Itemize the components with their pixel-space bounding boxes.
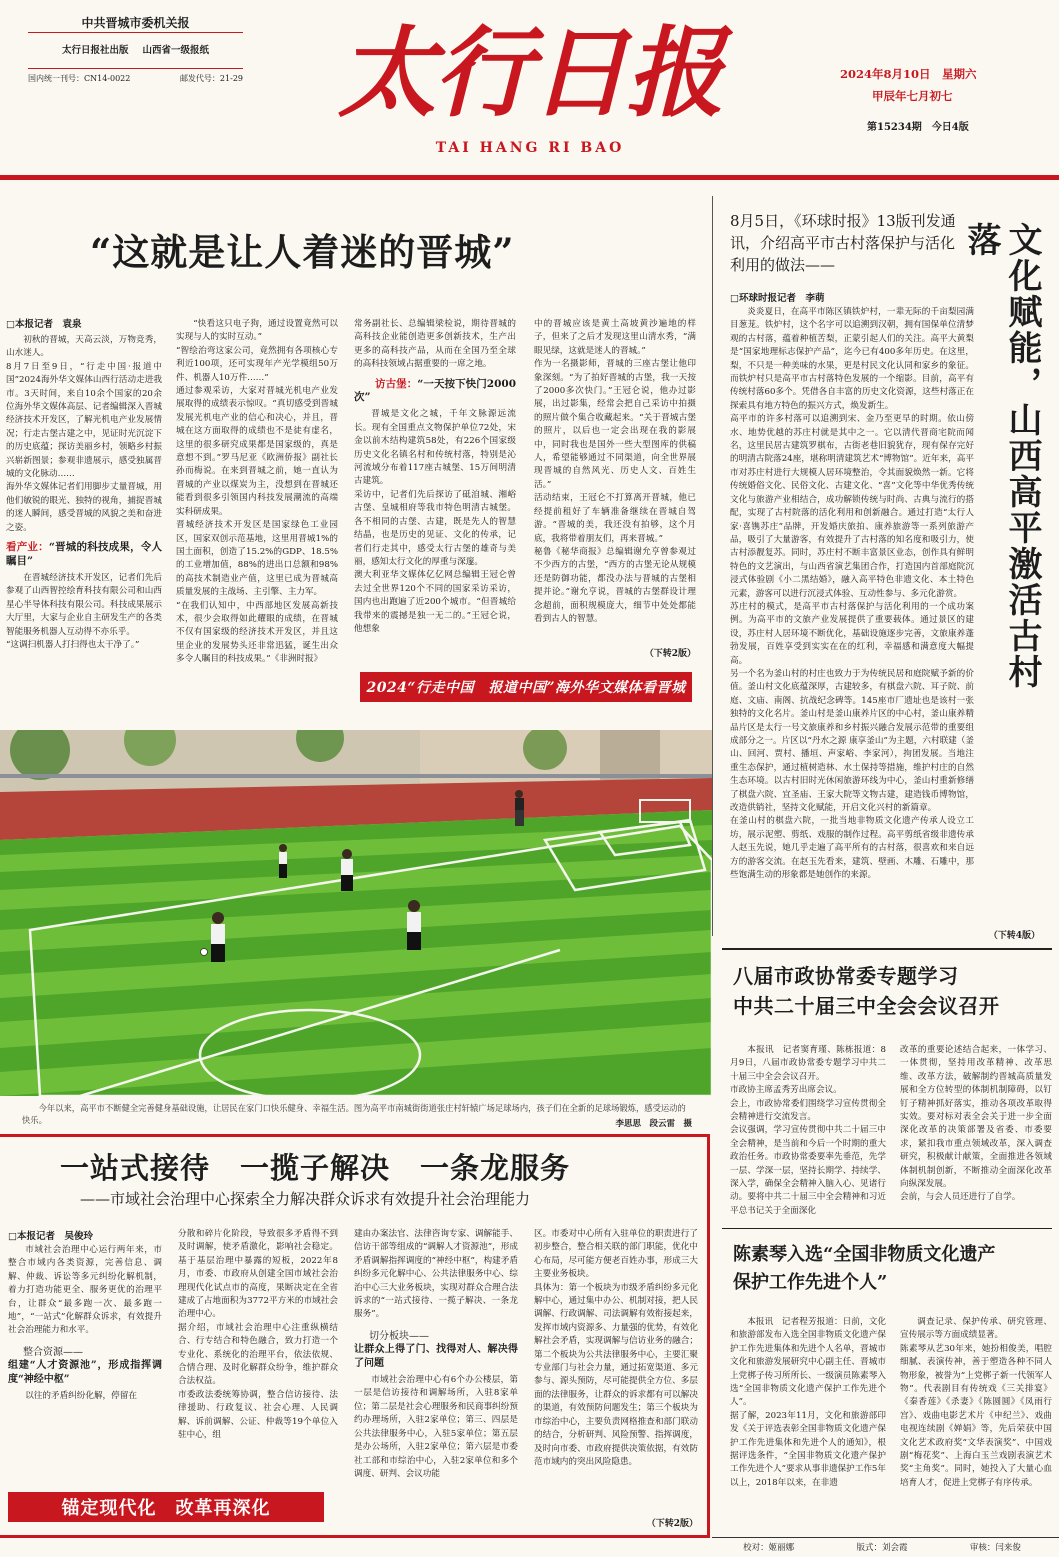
masthead-codes	[28, 68, 243, 84]
right-continued: （下转4版）	[988, 931, 1040, 941]
player	[515, 790, 524, 826]
governance-sub-2-pre: 切分板块——	[369, 1330, 429, 1342]
governance-col-3-text-a: 建由办案法官、法律咨询专家、调解能手、信访干部等组成的“调解人才资源池”，形成矛盾调解指挥调度的“神经中枢”，构建矛盾纠纷多元化解中心、公共法律服务中心、综治中心三大业务板块，实现对群众合理合法诉求的“一站式接待、一揽子解决、一条龙服务”。	[354, 1229, 518, 1320]
governance-col-4: 区。市委对中心所有入驻单位的职责进行了初步整合，整合相关联的部门职能，优化中心布局，尽可能方便老百姓办事，形成三大主要业务板块。 具体为：第一个板块为市级矛盾纠纷多元化解中心，通过集中办公、机制对接，把人民调解、行政调解、司法调解有效衔接起来，发挥市域内资源多、力量强的优势，有效化解社会矛盾，实现调解与信访业务的融合；第二个板块为公共法律服务中心，主要汇聚专业部门与社会力量，通过拓宽渠道、多元参与、源头预防，尽可能提供全方位、多层面的法律服务，让群众的诉求都有可以解决的渠道，有效预防问题发生；第三个板块为市综治中心，主要负责网格推查和部门联动的结合，分析研判、风险预警、指挥调度，及时向市委、市政府提供决策依据，有效防范市域内的突出风险隐患。	[534, 1229, 698, 1467]
photo-credit: 李思思 段云雷 摄	[615, 1119, 692, 1129]
heritage-col-1: 本报讯 记者程芳报道：日前，文化和旅游部发布入选全国非物质文化遗产保护工作先进集体和先进个人名单，晋城市文化和旅游发展研究中心副主任、晋城市上党梆子传习所所长、一级演员陈素琴入选“全国非物质文化遗产保护工作先进个人”。 据了解，2023年11月，文化和旅游部印发《关于评选表彰全国非物质文化遗产保护工作先进集体和先进个人的通知》，根据评选条件，“全国非物质文化遗产保护工作先进个人”要求从事非遗保护工作5年以上，2018年以来，在非遗	[730, 1317, 886, 1488]
cppcc-headline-2: 中共二十届三中全会会议召开	[733, 994, 1000, 1018]
masthead-lunar: 甲辰年七月初七	[872, 89, 953, 103]
column-divider	[712, 196, 713, 936]
lead-banner-text: 2024“行走中国 报道中国”海外华文媒体看晋城	[366, 680, 686, 696]
masthead-rule	[0, 175, 1059, 180]
heritage-rule-top	[722, 1228, 1052, 1229]
heritage-headline-1: 陈素琴入选“全国非物质文化遗产	[733, 1244, 996, 1265]
governance-col-1	[8, 1244, 162, 1486]
heritage-col-2: 调查记录、保护传承、研究管理、宣传展示等方面成绩显著。 陈素琴从艺30年来，她扮相俊美，唱腔细腻、表演传神，善于塑造各种不同人物形象，被誉为“上党梆子新一代领军人物”。代表剧目有传统戏《三关排宴》《秦香莲》《杀妻》《陈圆圆》《凤雨行宫》、戏曲电影艺术片《申纪兰》、戏曲电视连续剧《婵娟》等，先后荣获中国文化艺术政府奖“文华表演奖”、中国戏剧“梅花奖”、上海白玉兰戏剧表演艺术奖“主角奖”。同时，她投入了大量心血培育人才，促进上党梆子有序传承。	[900, 1317, 1052, 1488]
governance-banner	[8, 1492, 324, 1522]
player	[211, 912, 225, 962]
lead-sub-2-text: “一天按下快门2000次”	[354, 377, 516, 404]
lead-headline: “这就是让人着迷的晋城”	[90, 230, 515, 274]
photo-caption: 今年以来，高平市不断健全完善健身基础设施，让居民在家门口快乐健身、幸福生活。图为高平市南城街街道张庄村轩辕广场足球场内，孩子们在全新的足球场锻炼，感受运动的快乐。	[22, 1103, 686, 1125]
lead-byline: □本报记者 袁泉	[6, 319, 82, 330]
masthead-date: 2024年8月10日 星期六	[840, 67, 977, 81]
masthead-post: 邮发代号：21-29	[179, 74, 243, 83]
cppcc-col-1: 本报讯 记者窦育瑾、陈栋报道：8月9日，八届市政协常委专题学习中共二十届三中全会会议召开。 市政协主席孟秀芳出席会议。 会上，市政协常委们围绕学习宣传贯彻全会精神进行交流发言。 会议强调，学习宣传贯彻中共二十届三中全会精神，是当前和今后一个时期的重大政治任务。市政协常委要率先垂范，先学一层、学深一层，坚持长期学、持续学、深入学，确保全会精神入脑入心、见诸行动。要将中共二十届三中全会精神和习近平总书记关于全面深化	[730, 1045, 886, 1216]
masthead	[0, 0, 1059, 180]
lead-col-3	[354, 318, 516, 660]
cppcc-col-2: 改革的重要论述结合起来，一体学习、一体贯彻，坚持用改革精神、改革思维、改革方法，破解制约晋城高质量发展和全方位转型的体制机制障碍，以钉钉子精神抓好落实，推动各项改革取得实效。要对标对表全会关于进一步全面深化改革的决策部署及省委、市委要求，紧扣我市重点领域改革，深入调查研究，积极献计献策，全面推进各领域体制机制创新，不断推动全面深化改革向纵深发展。 会前，与会人员还进行了自学。	[900, 1045, 1052, 1203]
lead-sub-1-text: “晋城的科技成果，令人瞩目”	[6, 541, 162, 567]
right-body: 炎炎夏日，在高平市陈区镇铁炉村，一辈无际的千亩梨园满目葱茏。铁炉村，这个名字可以追溯到汉朝，拥有国保单位清梦观的古村落，蕴着种植苦梨，正蒙引起人们的关注。高平大黄梨是“国家地理标志保护产品”，迄今已有400多年历史。在这里，梨，不只是一种美味的水果，更是村民文化认同和家乡的象征。而铁炉村只是高平市古村落特色发展的一个缩影。目前，高平有传统村落60多个。凭借各自丰富的历史文化资源，这些村落正在探索具有地方特色的振兴方式，焕发新生。 高平市的许多村落可以追溯到宋、金乃至更早的时期。依山傍水、地势优越的苏庄村就是其中之一。它以清代晋商宅院而闻名，这里民居古建筑罗棋布，古街老巷旧貌犹存，现有保存完好的明清古院落24座，堪称明清建筑艺术“博物馆”。近年来，高平市对苏庄村进行大规模人居环境整治，令其面貌焕然一新。它将传统婚俗文化、民俗文化、古建文化、“喜”文化等中华优秀传统文化与旅游产业相结合，成功解锁传统与时尚、古典与流行的搭配，实现了古村院落的活化利用和创新融合。通过打造“太行人家·喜镌苏庄”品牌，开发婚庆旅拍、康养旅游等一系列旅游产品，吸引了大量游客，有效提升了古村落的知名度和吸引力，使古村添靓复苏。同时，苏庄村不断丰富景区业态，创作具有鲜明特色的文艺演出，与山西省演艺集团合作，打造国内首部庭院沉浸式体验剧《小二黑结婚》，融入高平特色非遗文化、本土特色元素，游客可以进行沉浸式体验、互动性参与、多元化游赏。 苏庄村的模式，是高平市古村落保护与活化利用的一个成功案例。为高平市的文旅产业发展提供了重要载体。通过景区的建设，苏庄村人居环境不断优化，基础设施逐步完善，文旅康养蓬勃发展，百姓享受到实实在在的红利，幸福感和满意度大幅提高。 另一个名为釜山村的村庄也致力于为传统民居和庭院赋予新的价值。釜山村文化底蕴深厚，古建较多，有棋盘六院、耳子院、前庭、文庙、南阁、抗战纪念碑等。145座市厂遗址也是该村一张独特的文化名片。釜山村是釜山康养片区的中心村，釜山康养精品片区是太行一号文旅康养和乡村振兴融合发展示范带的重要组成部分之一。片区以“丹水之源 康享釜山”为主题，六村联建（釜山、回河、贾村、播垣、声家峪、李家河），拘团发展。当地注重生态保护，通过植树造林、水土保持等措施，维护村庄的自然生态环境。以古村旧时光休闲旅游环线为中心，釜山村重新修缮了棋盘六院、宜圣庙、王家大院等文物古建，建造钱币博物馆，改造供销社，坚持文化赋能，开启文化兴村的新篇章。 在釜山村的棋盘六院，一批当地非物质文化遗产传承人设立工坊，展示泥塑、剪纸、戏服的制作过程。高平剪纸省级非遗传承人赵玉先说，她几乎走遍了高平所有的古村落，很喜欢和来自远方的游客交流。在赵玉先看来，建筑、壁画、木雕、石雕中，那些饱满生动的形象都是她创作的来源。	[730, 307, 974, 881]
heritage-headline-2: 保护工作先进个人”	[733, 1272, 888, 1293]
masthead-level: 山西省一级报纸	[142, 45, 210, 56]
masthead-cn: 国内统一刊号：CN14-0022	[28, 74, 131, 83]
lead-sub-2	[354, 378, 516, 405]
masthead-org: 中共晋城市委机关报	[81, 16, 190, 30]
cppcc-rule-top	[722, 948, 1052, 950]
lead-continued: （下转2版）	[644, 649, 696, 659]
governance-byline: □本报记者 吴俊玲	[8, 1231, 93, 1242]
governance-subhead: ——市域社会治理中心探索全力解决群众诉求有效提升社会治理能力	[80, 1190, 531, 1208]
footer-editor: 版式：刘会霞	[856, 1543, 908, 1553]
footer	[712, 1541, 1052, 1553]
governance-sub-2-text: 让群众上得了门、找得对人、解决得了问题	[354, 1344, 518, 1369]
soccer-photo	[0, 730, 712, 1096]
lead-sub-1-label: 看产业：	[6, 541, 49, 554]
footer-rule	[712, 1537, 1059, 1538]
masthead-issue: 第15234期 今日4版	[867, 122, 969, 133]
lead-col-1-text-b: 在晋城经济技术开发区，记者们先后参观了山西智控绘育科技有限公司和山西星心半导体科技有限公司。科技成果展示大厅里，大家与企业自主研发生产的各类智能服务机器人互动得不亦乐乎。 “这调扫机器人打扫得也太干净了。”	[6, 572, 162, 650]
governance-col-1-text-b: 以往的矛盾纠纷化解，停留在	[25, 1391, 137, 1402]
lead-col-1-text-a: 初秋的晋城，天高云淡，万物竞秀，山水迷人。 8月7日至9日，“行走中国·报道中国”2024海外华文媒体山西行活动走进我市。3天时间，来自10余个国家的20余位海外华文媒体高层、记者编辑深入晋城经济技术开发区，了解光机电产业发展情况；行走古堡古建之中，见证时光沉淀下的历史底蕴；探访美丽乡村，领略乡村振兴崭新图景；参观非遗展示，感受独属晋城的文化脉动…… 海外华文媒体记者们用脚步丈量晋城，用他们敏锐的眼光、独特的视角，捕捉晋城的迷人瞬间，感受晋城的风貌之美和奋进之姿。	[6, 335, 162, 533]
governance-continued: （下转2版）	[646, 1519, 698, 1529]
lead-banner	[360, 672, 692, 702]
governance-sub-2	[354, 1330, 518, 1370]
governance-headline: 一站式接待 一揽子解决 一条龙服务	[60, 1151, 571, 1185]
governance-sub-1-text: 组建“人才资源池”，形成指挥调度“神经中枢”	[8, 1360, 162, 1385]
lead-col-1	[6, 334, 162, 712]
cppcc-headline-1: 八届市政协常委专题学习	[733, 964, 959, 988]
soccer-ball	[201, 949, 208, 956]
lead-sub-1	[6, 541, 162, 568]
governance-sub-1-pre: 整合资源——	[23, 1346, 83, 1358]
lead-col-2: “快看这只电子狗，通过设置竟然可以实现与人的实时互动。” “智绘治弯这家公司，竟然拥有各项核心专利近100项，还可实现年产光学模组50万件、机器人10万件……” 通过参观采访，大家对晋城光机电产业发展取得的成绩表示惊叹。“真切感受到晋城发展光机电产业的信心和决心，并且，晋城在这方面取得的成绩也不是徒有虚名，这里的很多研究成果都是国家级的，真是意想不到。”罗马尼亚《欧洲侨报》副社长孙而梅说。在来到晋城之前，她一直认为晋城的产业以煤炭为主，没想到在晋城还能看到很多引领国内科技发展潮流的高端实科研成果。 晋城经济技术开发区是国家绿色工业园区，国家双创示范基地，这里用晋城1%的国土面积，创造了15.2%的GDP、18.5%的工业增加值，88%的进出口总额和98%的高技术制造业产值，这里已成为晋城高质量发展的主战场、主引擎、主力军。 “在我们认知中，中西部地区发展高新技术，很少会取得如此耀眼的成绩，在晋城不仅有国家级的经济技术开发区，并且这里企业的发展势头还非常迅猛，诞生出众多令人瞩目的科技成果。”《非洲时报》	[176, 319, 338, 665]
masthead-publisher-line	[28, 42, 243, 56]
footer-proof: 校对：姬丽娜	[743, 1543, 795, 1553]
soccer-field-illustration	[0, 730, 712, 1096]
masthead-pinyin: TAI HANG RI BAO	[435, 140, 625, 156]
governance-col-3-text-b: 市域社会治理中心有6个办公楼层，第一层是信访接待和调解场所，入驻8家单位；第二层是社会心理服务和民商事纠纷预约办理场所，入驻2家单位；第三、四层是公共法律服务中心，入驻5家单位；第五层是办公场所，入驻2家单位；第六层是市委社工部和市综治中心，入驻2家单位和多个调度、研判、会议功能	[354, 1375, 518, 1479]
lead-col-3-text-b: 晋城是文化之城，千年文脉源远流长。现有全国重点文物保护单位72处，宋金以前木结构建筑58处，有226个国家级历史文化名镇名村和传统村落，特别是沁河流域分布着117座古城堡、15万间明清古建筑。 采访中，记者们先后探访了砥洎城、湘峪古堡、皇城相府等我市特色明清古城堡。各不相同的古堡、古建，既是先人的智慧结晶，也是历史的见证、文化的传承，记者们行走其中，感受太行古堡的雄奇与美丽，感知太行文化的厚重与深邃。 澳大利亚华文媒体亿亿网总编辑王冠仑曾去过全世界120个不同的国家采访采访，国内也出跑遍了近200个城市。“但晋城给我带来的震撼是独一无二的。”王冠仑说，他想象	[354, 409, 516, 634]
player	[279, 844, 287, 878]
governance-sub-1	[8, 1346, 162, 1386]
masthead-publisher: 太行日报社出版	[61, 45, 129, 56]
right-byline: □环球时报记者 李萌	[730, 293, 825, 304]
lead-col-4: 中的晋城应该是黄土高坡黄沙遍地的样子，但来了之后才发现这里山清水秀，“满眼见绿，这就是迷人的晋城。” 作为一名摄影师，晋城的三座古堡让他印象深刻。“为了拍好晋城的古堡，我一天按了2000多次快门。”王冠仑说，他办过影展，出过影集，经常会把自己采访中拍摄的照片做个集合收藏起来。“关于晋城古堡的照片，以后也一定会出现在我的影展中，同时我也是国外一些大型图库的供稿人，希望能够通过不同渠道，向全世界展现晋城的自然风光、历史人文、百姓生活。” 活动结束，王冠仑不打算离开晋城，他已经提前租好了车辆准备继续在晋城自驾游。“晋城的美，我还没有拍够，这个月底，我将带着朋友们，再来晋城。” 秘鲁《秘华商报》总编辑谢允亨曾参观过不少西方的古堡，“西方的古堡无论从规模还是防御功能，都没办法与晋城的古堡相提并论。”谢允亨说，晋城的古堡群设计理念超前，面积规模庞大，细节中处处都能看到古人的智慧。	[534, 319, 696, 624]
player	[407, 900, 421, 950]
player	[341, 849, 353, 891]
masthead-title: 太行日报	[337, 16, 722, 131]
governance-col-1-text-a: 市域社会治理中心运行两年来，市整合市域内各类资源，完善信息、调解、仲裁、诉讼等多元纠纷化解机制，着力打造功能更全、服务更优的治理平台，让群众“最多跑一次、最多跑一地”，“一站式”化解群众诉求，有效提升社会治理能力和水平。	[8, 1245, 162, 1336]
right-intro: 8月5日，《环球时报》13版刊发通讯，介绍高平市古村落保护与活化利用的做法——	[730, 212, 956, 274]
footer-review: 审核：闫来俊	[969, 1543, 1021, 1553]
masthead-org-rule	[28, 32, 243, 33]
governance-banner-text: 锚定现代化 改革再深化	[61, 1498, 271, 1519]
lead-col-3-text-a: 常务副社长、总编辑梁检说，期待晋城的高科技企业能创造更多创新技术，生产出更多的高科技产品，从而在全国乃至全球的高科技领域占据重要的一席之地。	[354, 319, 516, 370]
governance-col-2: 分散和碎片化阶段，导致很多矛盾得不到及时调解，使矛盾激化，影响社会稳定。基于基层治理中暴露的短板，2022年8月，市委、市政府从创建全国市域社会治理现代化试点市的高度，果断决定在全省建成了占地面积为3772平方米的市域社会治理中心。 据介绍，市域社会治理中心注重纵横结合、行专结合和特色融合，致力打造一个专业化、系统化的治理平台，依法依规、合情合理、及时化解群众纷争，维护群众合法权益。 市委政法委统筹协调，整合信访接待、法律援助、行政复议、社会心理、人民调解、诉前调解、公证、仲裁等19个单位入驻中心，组	[178, 1229, 338, 1441]
lead-sub-2-label: 访古堡：	[375, 377, 418, 390]
governance-col-3	[354, 1228, 518, 1528]
right-headline: 文化赋能，山西高平激活古村落	[961, 222, 1042, 690]
